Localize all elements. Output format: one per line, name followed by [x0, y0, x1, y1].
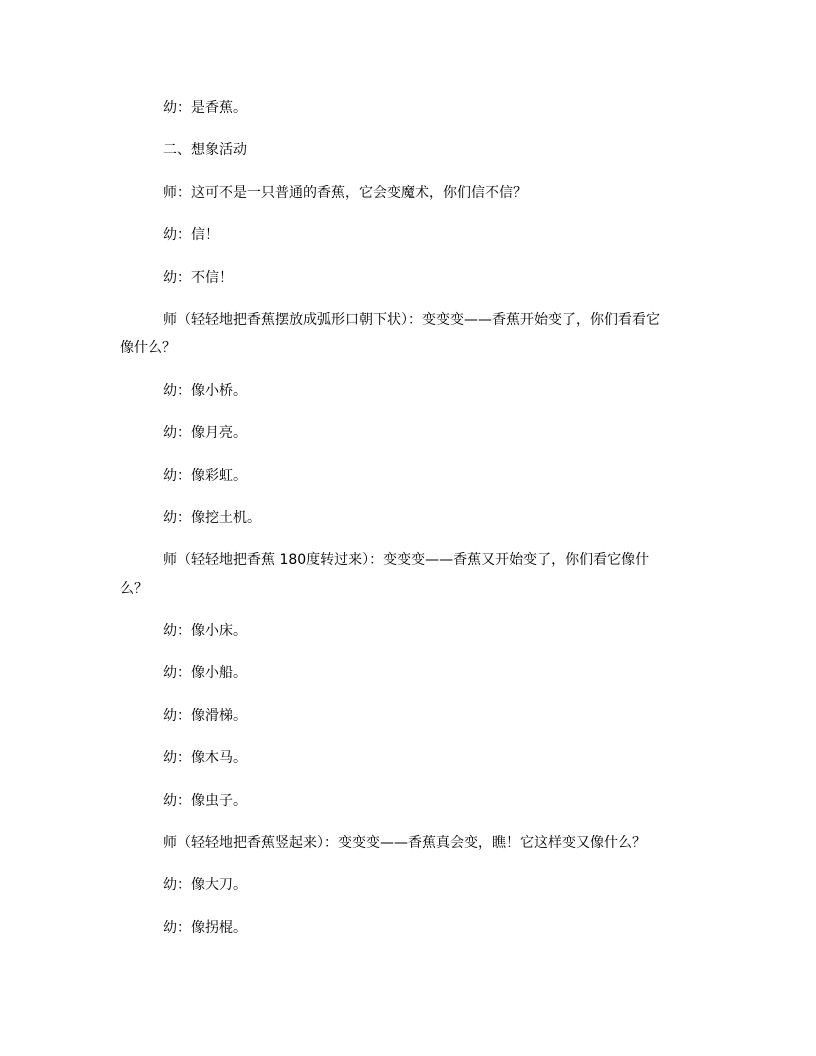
child-reply: [120, 617, 696, 645]
section-heading: [120, 136, 696, 164]
paragraph-line: 幼：不信！: [163, 269, 233, 286]
paragraph-line: 二、想象活动: [163, 142, 247, 159]
paragraph-line: 幼：像挖土机。: [163, 509, 261, 526]
teacher-line: [120, 179, 696, 207]
child-reply: [120, 659, 696, 687]
child-reply: [120, 744, 696, 772]
child-reply: [120, 221, 696, 249]
child-reply: [120, 787, 696, 815]
child-reply: [120, 264, 696, 292]
paragraph-line: 幼：像虫子。: [163, 792, 247, 809]
paragraph-line: 师（轻轻地把香蕉竖起来）：变变变——香蕉真会变，瞧！它这样变又像什么？: [163, 835, 646, 852]
paragraph-line: 幼：信！: [163, 227, 219, 244]
child-reply: [120, 504, 696, 532]
paragraph-line: 幼：像小床。: [163, 623, 247, 640]
child-reply: [120, 377, 696, 405]
paragraph-line: 师（轻轻地把香蕉摆放成弧形口朝下状）：变变变——香蕉开始变了，你们看看它: [163, 311, 660, 328]
child-reply: [120, 914, 696, 942]
paragraph-line: 师（轻轻地把香蕉 180度转过来）：变变变——香蕉又开始变了，你们看它像什: [163, 552, 650, 569]
paragraph-line: 幼：像木马。: [163, 750, 247, 767]
child-reply: [120, 462, 696, 490]
paragraph-line: 幼：是香蕉。: [163, 100, 247, 116]
paragraph-line-continuation: 像什么？: [120, 340, 176, 357]
child-reply: [120, 419, 696, 447]
teacher-line: [120, 306, 696, 363]
paragraph-line: 幼：像小船。: [163, 665, 247, 682]
child-reply: [120, 702, 696, 730]
paragraph-line: 幼：像拐棍。: [163, 919, 247, 936]
paragraph-line: 幼：像大刀。: [163, 877, 247, 894]
paragraph-line: 幼：像彩虹。: [163, 467, 247, 484]
teacher-line: [120, 829, 696, 857]
child-reply: [120, 871, 696, 899]
teacher-line: [120, 546, 696, 603]
paragraph-line: 幼：像月亮。: [163, 425, 247, 442]
paragraph-line-continuation: 么？: [120, 580, 148, 597]
child-reply: [120, 94, 696, 122]
document-body: [120, 94, 696, 956]
paragraph-line: 幼：像滑梯。: [163, 707, 247, 724]
paragraph-line: 幼：像小桥。: [163, 382, 247, 399]
paragraph-line: 师：这可不是一只普通的香蕉，它会变魔术，你们信不信？: [163, 184, 527, 201]
